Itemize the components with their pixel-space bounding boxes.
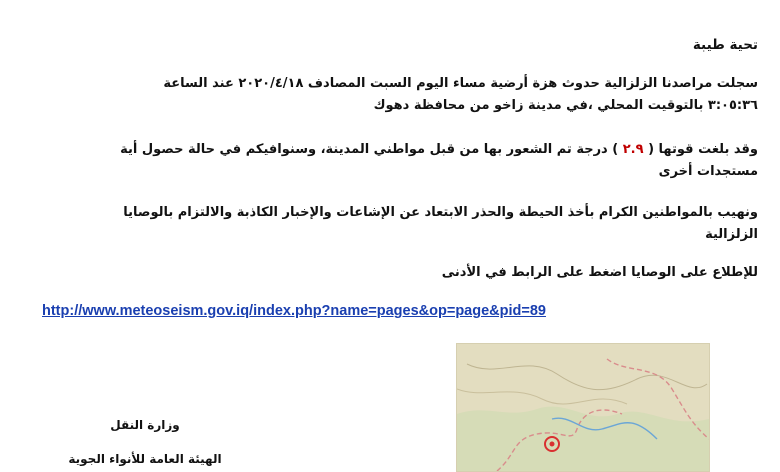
- advice-paragraph: [30, 202, 758, 246]
- earthquake-location-map: [456, 343, 710, 472]
- announcement-line-2: ٣:٠٥:٣٦ بالتوقيت المحلي ،في مدينة زاخو من محافظة دهوك: [373, 98, 758, 113]
- advice-link[interactable]: http://www.meteoseism.gov.iq/index.php?name=pages&op=page&pid=89: [42, 303, 546, 319]
- advice-line-2: الزلزالية: [705, 227, 758, 242]
- magnitude-text-before: وقد بلغت قوتها (: [648, 142, 758, 157]
- announcement-line-1: سجلت مراصدنا الزلزالية حدوث هزة أرضية مساء اليوم السبت المصادف ٢٠٢٠/٤/١٨ عند الساعة: [163, 76, 758, 91]
- advice-line-1: ونهيب بالمواطنين الكرام بأخذ الحيطة والحذر الابتعاد عن الإشاعات والإخبار الكاذبة والالتزام بالوصايا: [123, 205, 758, 220]
- map-graphic: [457, 344, 709, 471]
- epicenter-dot: [550, 442, 555, 447]
- magnitude-text-after: ) درجة تم الشعور بها من قبل مواطني المدينة، وسنوافيكم في حالة حصول أية: [120, 142, 619, 157]
- announcement-paragraph: [30, 73, 758, 117]
- magnitude-value: ٢.٩: [618, 142, 649, 157]
- magnitude-line-1: [30, 139, 758, 161]
- link-instruction: للإطلاع على الوصايا اضغط على الرابط في الأدنى: [441, 265, 758, 280]
- magnitude-paragraph: [30, 139, 758, 183]
- ministry-name: وزارة النقل: [110, 418, 180, 432]
- authority-name: الهيئة العامة للأنواء الجوية: [68, 452, 222, 466]
- magnitude-line-2: مستجدات أخرى: [658, 164, 758, 179]
- greeting: تحية طيبة: [692, 37, 758, 53]
